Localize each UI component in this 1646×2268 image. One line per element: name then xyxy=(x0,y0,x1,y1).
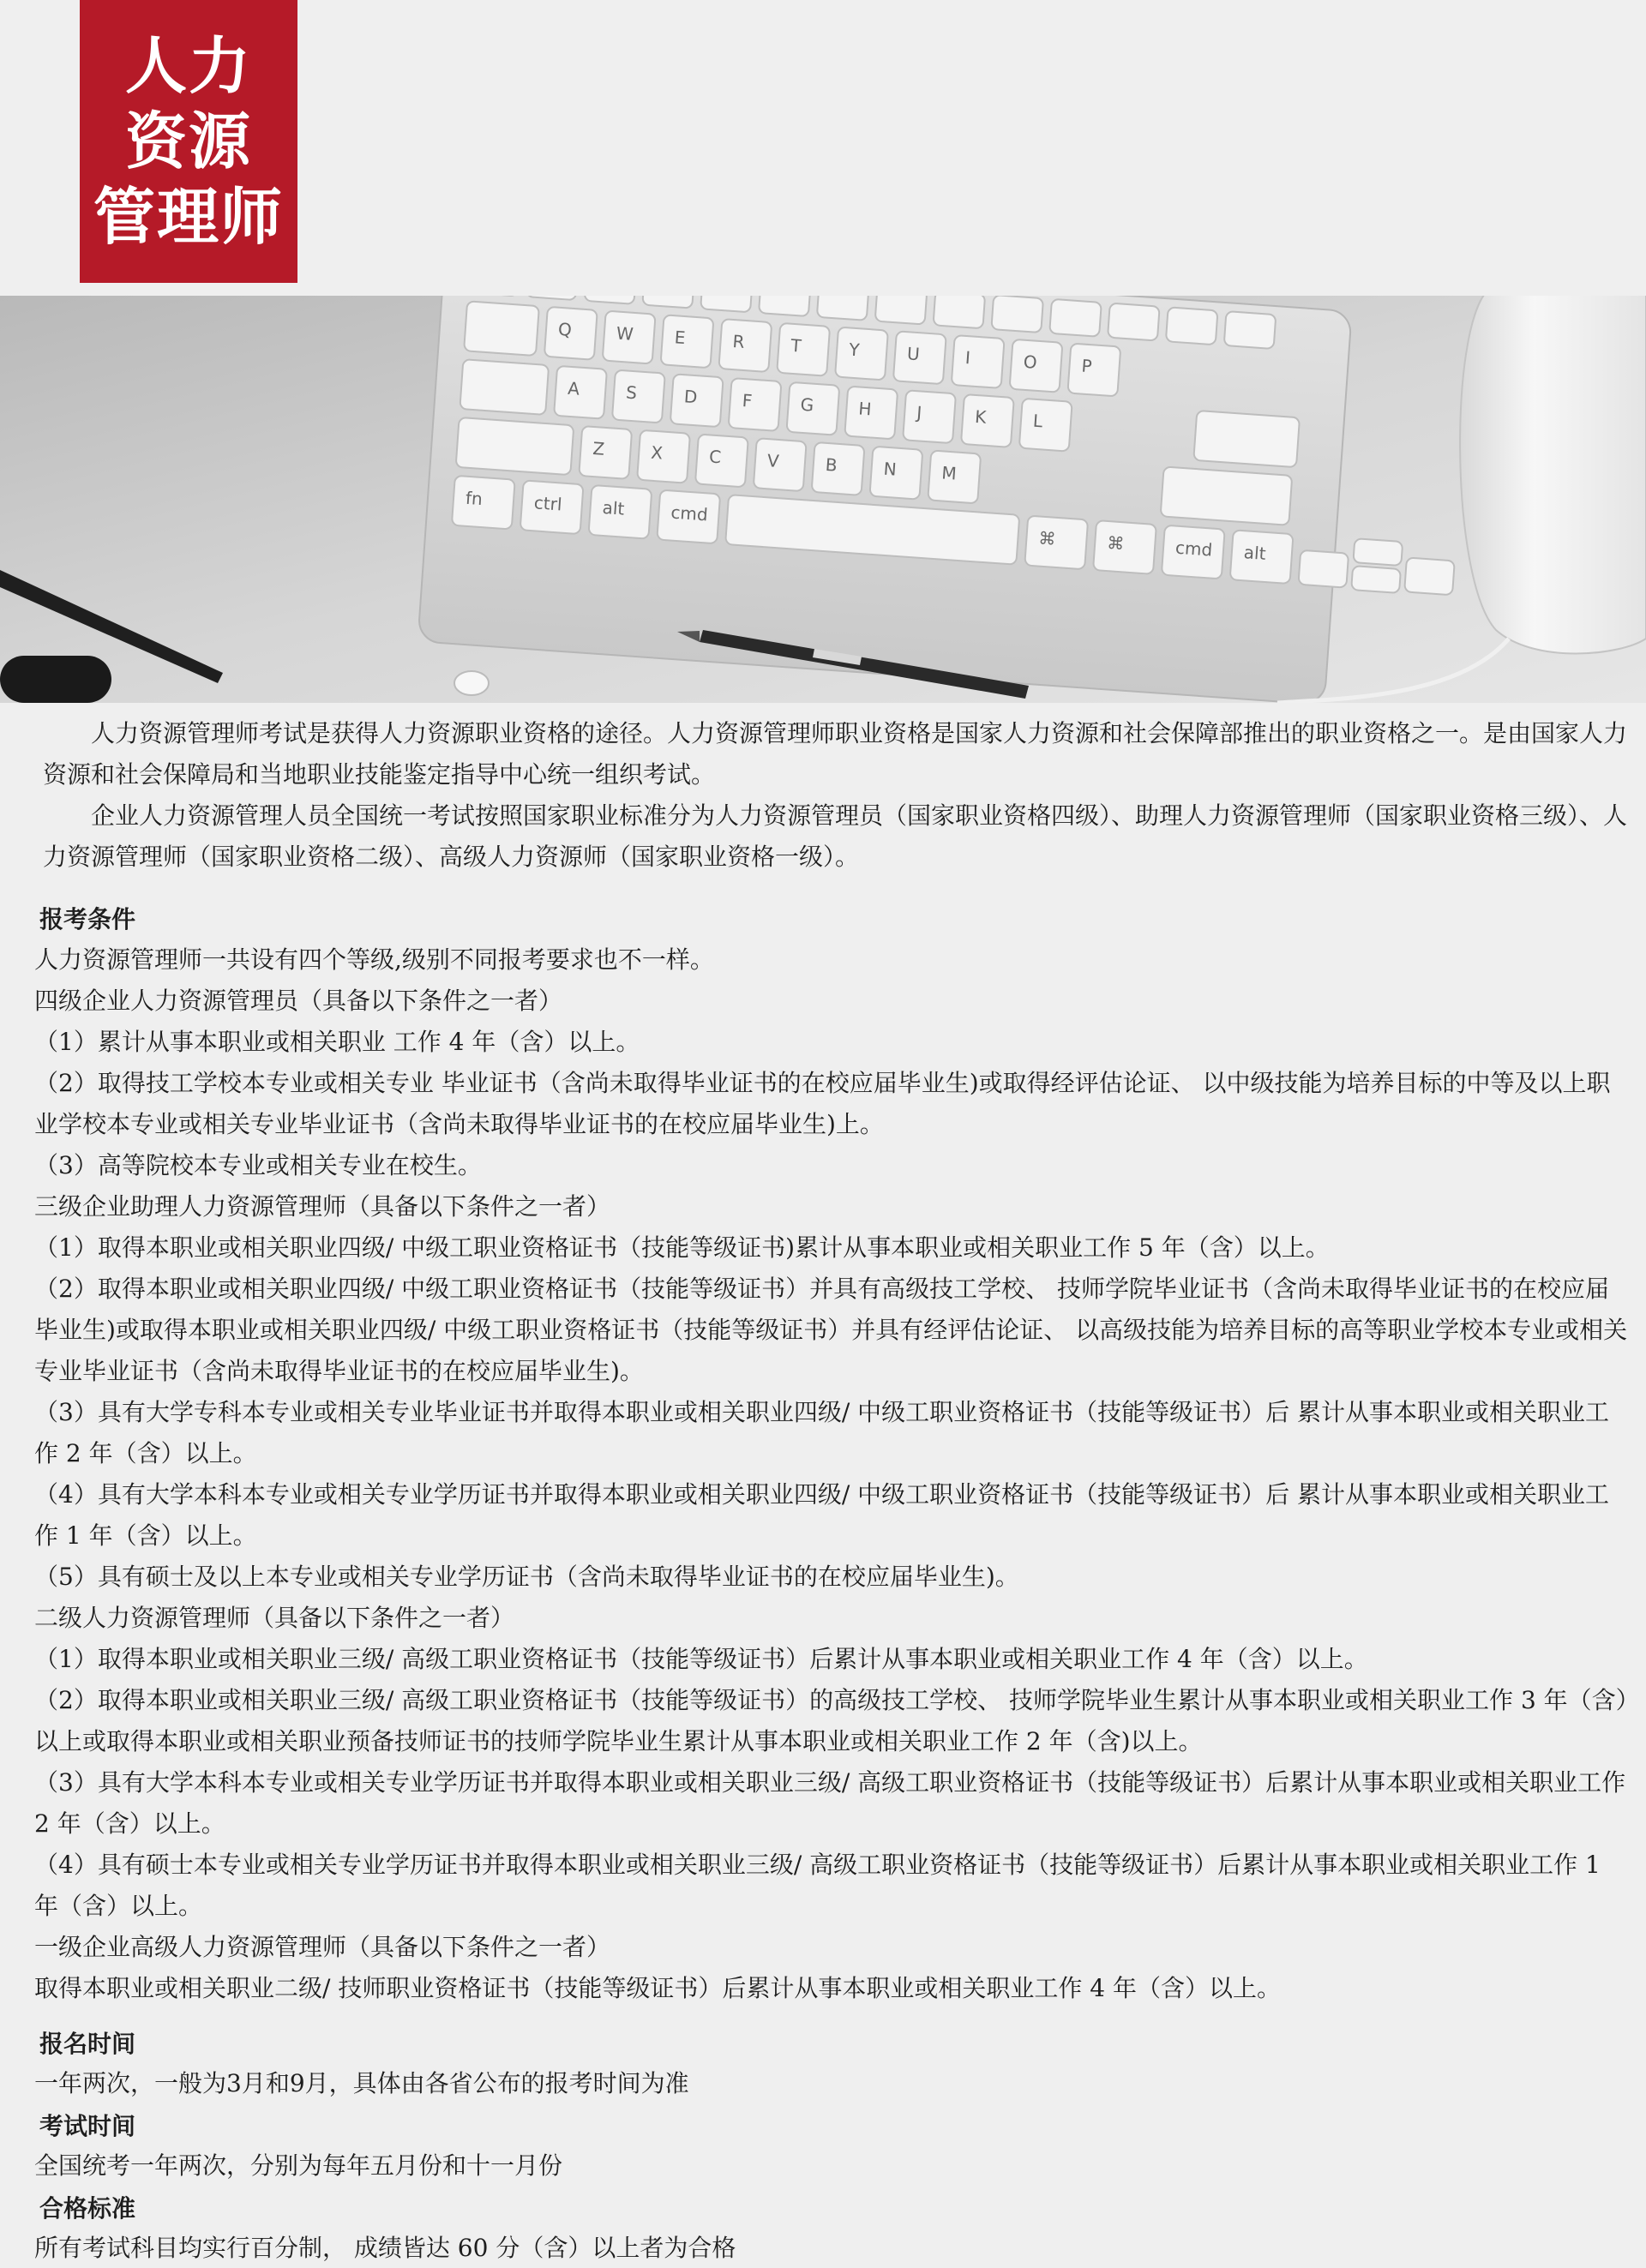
earbud xyxy=(454,671,489,695)
key-n-label: N xyxy=(883,459,898,480)
number-key xyxy=(1224,311,1277,349)
key-u-label: U xyxy=(906,343,920,364)
level3-item-3: （3）具有大学专科本专业或相关专业毕业证书并取得本职业或相关职业四级/ 中级工职业资格证书（技能等级证书）后 累计从事本职业或相关职业工作 2 年（含）以上。 xyxy=(34,1392,1629,1474)
key-p xyxy=(1067,344,1120,397)
key-h-label: H xyxy=(858,398,873,419)
key-o-label: O xyxy=(1023,351,1037,373)
number-key xyxy=(1108,303,1160,341)
mod-key-label: cmd xyxy=(1174,537,1213,561)
key-r-label: R xyxy=(732,331,746,352)
key-k-label: K xyxy=(974,406,988,428)
key-l xyxy=(1019,399,1072,452)
key-x xyxy=(637,430,690,483)
mod-key xyxy=(1024,516,1088,570)
passing-title: 合格标准 xyxy=(34,2189,1629,2229)
hero-photo xyxy=(0,296,1646,703)
number-key xyxy=(759,296,811,316)
key-v-label: V xyxy=(766,450,780,471)
key-f xyxy=(729,378,782,431)
level2-item-2: （2）取得本职业或相关职业三级/ 高级工职业资格证书（技能等级证书）的高级技工学校、 技师学院毕业生累计从事本职业或相关职业工作 3 年（含）以上或取得本职业或相关职业预备技师证书的技师学院毕业生累计从事本职业或相关职业工作 2 年（含)以上。 xyxy=(34,1680,1629,1762)
registration-text: 一年两次，一般为3月和9月，具体由各省公布的报考时间为准 xyxy=(34,2064,1629,2103)
level4-item-1: （1）累计从事本职业或相关职业 工作 4 年（含）以上。 xyxy=(34,1022,1629,1063)
requirements-title: 报考条件 xyxy=(34,900,1629,939)
key-i xyxy=(952,335,1005,388)
exam-time-title: 考试时间 xyxy=(34,2107,1629,2146)
number-key xyxy=(700,296,753,312)
level1-heading: 一级企业高级人力资源管理师（具备以下条件之一者） xyxy=(34,1927,1629,1968)
logo-line-1: 人力 xyxy=(125,28,252,104)
tab-key xyxy=(464,301,539,356)
level1-item-1: 取得本职业或相关职业二级/ 技师职业资格证书（技能等级证书）后累计从事本职业或相关职业工作 4 年（含）以上。 xyxy=(34,1968,1629,2009)
key-e xyxy=(661,315,714,368)
mod-key-label: alt xyxy=(1243,542,1266,564)
keyboard-scene-illustration xyxy=(0,296,1646,703)
key-p-label: P xyxy=(1081,355,1093,376)
key-l-label: L xyxy=(1032,411,1044,432)
key-x-label: X xyxy=(651,442,664,464)
key-c xyxy=(695,435,748,488)
requirements-summary: 人力资源管理师一共设有四个等级,级别不同报考要求也不一样。 xyxy=(34,939,1629,981)
caps-key xyxy=(460,359,549,415)
mod-key xyxy=(1093,520,1156,574)
logo-line-2: 资源 xyxy=(125,104,252,179)
passing-text: 所有考试科目均实行百分制， 成绩皆达 60 分（含）以上者为合格 xyxy=(34,2229,1629,2268)
key-q-label: Q xyxy=(557,319,572,340)
level2-item-3: （3）具有大学本科本专业或相关专业学历证书并取得本职业或相关职业三级/ 高级工职业资格证书（技能等级证书）后累计从事本职业或相关职业工作 2 年（含）以上。 xyxy=(34,1762,1629,1845)
level3-item-5: （5）具有硕士及以上本专业或相关专业学历证书（含尚未取得毕业证书的在校应届毕业生)。 xyxy=(34,1557,1629,1598)
key-s-label: S xyxy=(625,382,637,404)
key-e-label: E xyxy=(674,327,686,348)
key-j-label: J xyxy=(915,402,923,423)
logo-line-3: 管理师 xyxy=(93,179,284,255)
mod-key-label: cmd xyxy=(670,501,709,525)
intro-paragraph-1: 人力资源管理师考试是获得人力资源职业资格的途径。人力资源管理师职业资格是国家人力资源和社会保障部推出的职业资格之一。是由国家人力资源和社会保障局和当地职业技能鉴定指导中心统一组织考试。 xyxy=(34,713,1629,795)
arrow-right-key xyxy=(1404,557,1455,595)
key-v xyxy=(754,438,807,491)
enter-key xyxy=(1193,411,1300,467)
brand-logo xyxy=(80,0,297,283)
shift-left-key xyxy=(456,417,574,475)
arrow-down-key xyxy=(1351,566,1401,593)
level3-item-2: （2）取得本职业或相关职业四级/ 中级工职业资格证书（技能等级证书）并具有高级技工学校、 技师学院毕业证书（含尚未取得毕业证书的在校应届毕业生)或取得本职业或相关职业四级/ 中级工职业资格证书（技能等级证书）并具有经评估论证、 以高级技能为培养目标的高等职业学校本专业或相关专业毕业证书（含尚未取得毕业证书的在校应届毕业生)。 xyxy=(34,1269,1629,1392)
key-t xyxy=(777,323,830,376)
keyboard xyxy=(418,296,1471,703)
number-key xyxy=(1166,307,1218,345)
number-key xyxy=(875,296,928,325)
level2-item-4: （4）具有硕士本专业或相关专业学历证书并取得本职业或相关职业三级/ 高级工职业资格证书（技能等级证书）后累计从事本职业或相关职业工作 1 年（含）以上。 xyxy=(34,1845,1629,1927)
number-key xyxy=(1049,299,1102,337)
key-d-label: D xyxy=(683,386,698,407)
mod-key-label: alt xyxy=(602,497,625,519)
arrow-up-key xyxy=(1353,538,1403,566)
mod-key-label: fn xyxy=(465,488,483,509)
mod-key xyxy=(452,476,515,530)
key-w-label: W xyxy=(616,323,634,345)
level2-item-1: （1）取得本职业或相关职业三级/ 高级工职业资格证书（技能等级证书）后累计从事本职业或相关职业工作 4 年（含）以上。 xyxy=(34,1639,1629,1680)
key-i-label: I xyxy=(964,347,971,368)
level4-item-2: （2）取得技工学校本专业或相关专业 毕业证书（含尚未取得毕业证书的在校应届毕业生)或取得经评估论证、 以中级技能为培养目标的中等及以上职业学校本专业或相关专业毕业证书（含尚未取得毕业证书的在校应届毕业生)上。 xyxy=(34,1063,1629,1145)
exam-time-text: 全国统考一年两次，分别为每年五月份和十一月份 xyxy=(34,2146,1629,2186)
number-key xyxy=(991,296,1043,333)
key-b xyxy=(812,442,865,495)
key-c-label: C xyxy=(708,446,722,467)
mod-key-label: ⌘ xyxy=(1038,527,1057,549)
level3-heading: 三级企业助理人力资源管理师（具备以下条件之一者） xyxy=(34,1186,1629,1227)
key-n xyxy=(869,447,922,500)
key-y-label: Y xyxy=(847,339,861,360)
level4-item-3: （3）高等院校本专业或相关专业在校生。 xyxy=(34,1145,1629,1186)
key-b-label: B xyxy=(825,454,838,476)
level2-heading: 二级人力资源管理师（具备以下条件之一者） xyxy=(34,1598,1629,1639)
mod-key-label: ⌘ xyxy=(1106,532,1125,554)
key-r xyxy=(718,319,772,372)
number-key xyxy=(817,296,869,321)
key-j xyxy=(903,390,956,443)
key-m-label: M xyxy=(941,462,958,483)
key-a-label: A xyxy=(568,378,581,399)
registration-title: 报名时间 xyxy=(34,2025,1629,2064)
key-u xyxy=(893,331,946,384)
main-content xyxy=(34,713,1629,2268)
key-z-label: Z xyxy=(592,438,605,459)
intro-paragraph-2: 企业人力资源管理人员全国统一考试按照国家职业标准分为人力资源管理员（国家职业资格四级）、助理人力资源管理师（国家职业资格三级）、人力资源管理师（国家职业资格二级）、高级人力资源师（国家职业资格一级）。 xyxy=(34,795,1629,878)
level3-item-1: （1）取得本职业或相关职业四级/ 中级工职业资格证书（技能等级证书)累计从事本职业或相关职业工作 5 年（含）以上。 xyxy=(34,1227,1629,1269)
key-s xyxy=(612,370,665,423)
key-t-label: T xyxy=(790,335,803,357)
key-z xyxy=(579,426,632,479)
level3-item-4: （4）具有大学本科本专业或相关专业学历证书并取得本职业或相关职业四级/ 中级工职业资格证书（技能等级证书）后 累计从事本职业或相关职业工作 1 年（含）以上。 xyxy=(34,1474,1629,1557)
shift-right-key xyxy=(1161,466,1293,525)
key-y xyxy=(835,327,888,381)
level4-heading: 四级企业人力资源管理员（具备以下条件之一者） xyxy=(34,981,1629,1022)
key-f-label: F xyxy=(742,390,753,411)
key-a xyxy=(554,366,607,419)
number-key xyxy=(934,296,986,328)
key-k xyxy=(961,394,1014,447)
mod-key-label: ctrl xyxy=(533,492,562,514)
arrow-left-key xyxy=(1298,550,1349,588)
key-g-label: G xyxy=(800,394,814,416)
